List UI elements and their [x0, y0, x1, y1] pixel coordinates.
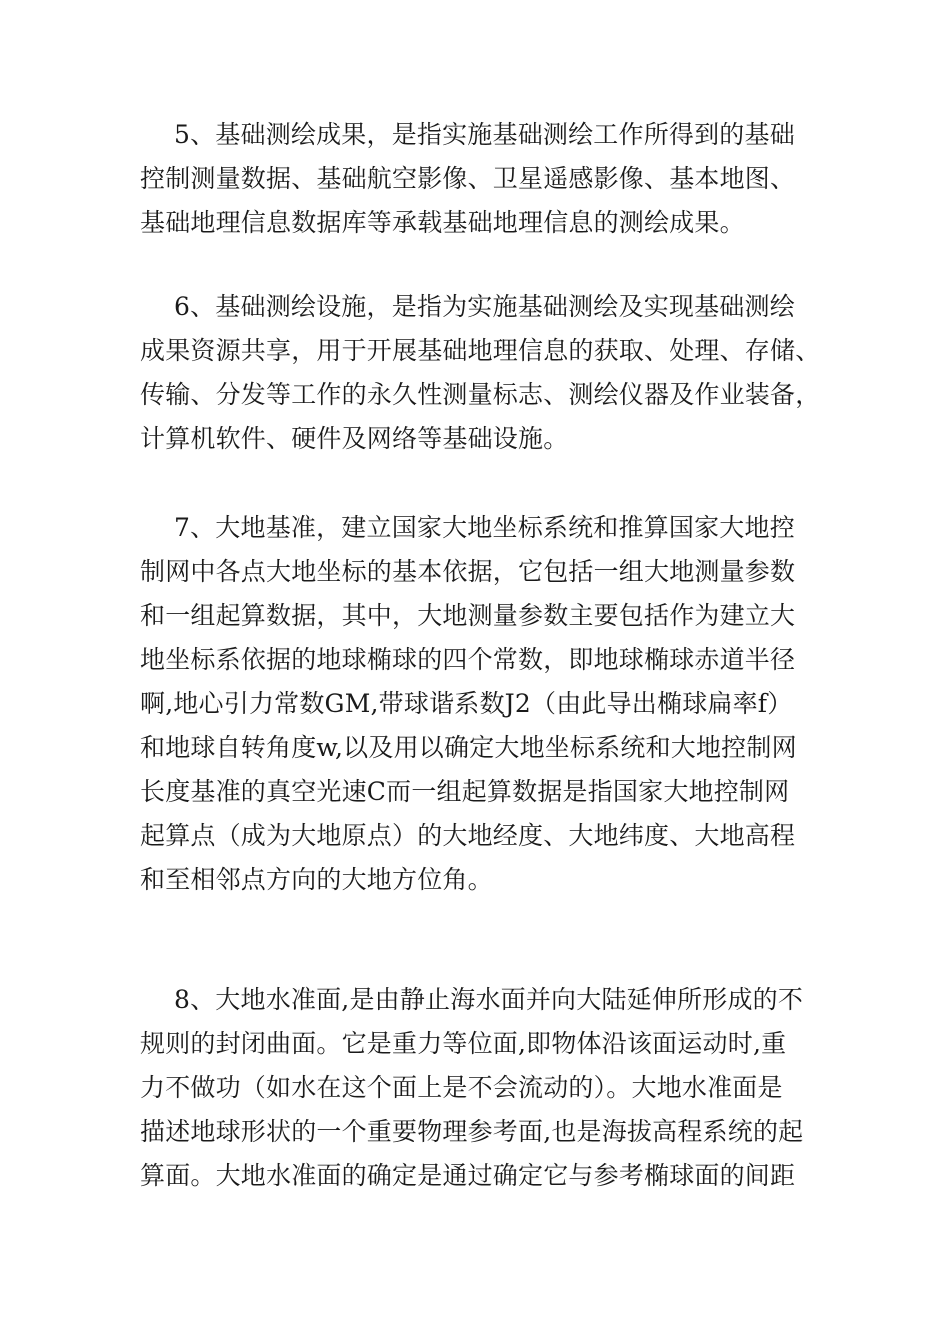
- paragraph-6-basic-surveying-facilities: [140, 285, 820, 461]
- paragraph-line: 和一组起算数据，其中，大地测量参数主要包括作为建立大: [140, 601, 796, 630]
- paragraph-line: 算面。大地水准面的确定是通过确定它与参考椭球面的间距: [140, 1161, 796, 1190]
- paragraph-line: 地坐标系依据的地球椭球的四个常数，即地球椭球赤道半径: [140, 645, 796, 674]
- paragraph-line: 基础地理信息数据库等承载基础地理信息的测绘成果。: [140, 208, 745, 237]
- paragraph-5-basic-surveying-results: [140, 113, 795, 245]
- paragraph-line: 传输、分发等工作的永久性测量标志、测绘仪器及作业装备，: [140, 380, 821, 409]
- paragraph-line: 规则的封闭曲面。它是重力等位面,即物体沿该面运动时,重: [140, 1029, 787, 1058]
- paragraph-line: 8、大地水准面,是由静止海水面并向大陆延伸所形成的不: [174, 985, 804, 1014]
- paragraph-line: 描述地球形状的一个重要物理参考面,也是海拔高程系统的起: [140, 1117, 804, 1146]
- paragraph-line: 长度基准的真空光速C而一组起算数据是指国家大地控制网: [140, 777, 790, 806]
- paragraph-line: 力不做功（如水在这个面上是不会流动的）。大地水准面是: [140, 1073, 783, 1102]
- paragraph-line: 控制测量数据、基础航空影像、卫星遥感影像、基本地图、: [140, 164, 796, 193]
- paragraph-line: 和地球自转角度w,以及用以确定大地坐标系统和大地控制网: [140, 733, 797, 762]
- paragraph-line: 和至相邻点方向的大地方位角。: [140, 865, 493, 894]
- paragraph-line: 5、基础测绘成果，是指实施基础测绘工作所得到的基础: [174, 120, 795, 149]
- paragraph-7-geodetic-datum: [140, 506, 797, 902]
- paragraph-line: 6、基础测绘设施，是指为实施基础测绘及实现基础测绘: [174, 292, 795, 321]
- paragraph-line: 计算机软件、硬件及网络等基础设施。: [140, 424, 569, 453]
- paragraph-line: 成果资源共享，用于开展基础地理信息的获取、处理、存储、: [140, 336, 821, 365]
- paragraph-line: 啊,地心引力常数GM,带球谐系数J2（由此导出椭球扁率f）: [140, 689, 793, 718]
- paragraph-line: 起算点（成为大地原点）的大地经度、大地纬度、大地高程: [140, 821, 796, 850]
- paragraph-line: 7、大地基准，建立国家大地坐标系统和推算国家大地控: [174, 513, 795, 542]
- paragraph-line: 制网中各点大地坐标的基本依据，它包括一组大地测量参数: [140, 557, 796, 586]
- paragraph-8-geoid: [140, 978, 803, 1198]
